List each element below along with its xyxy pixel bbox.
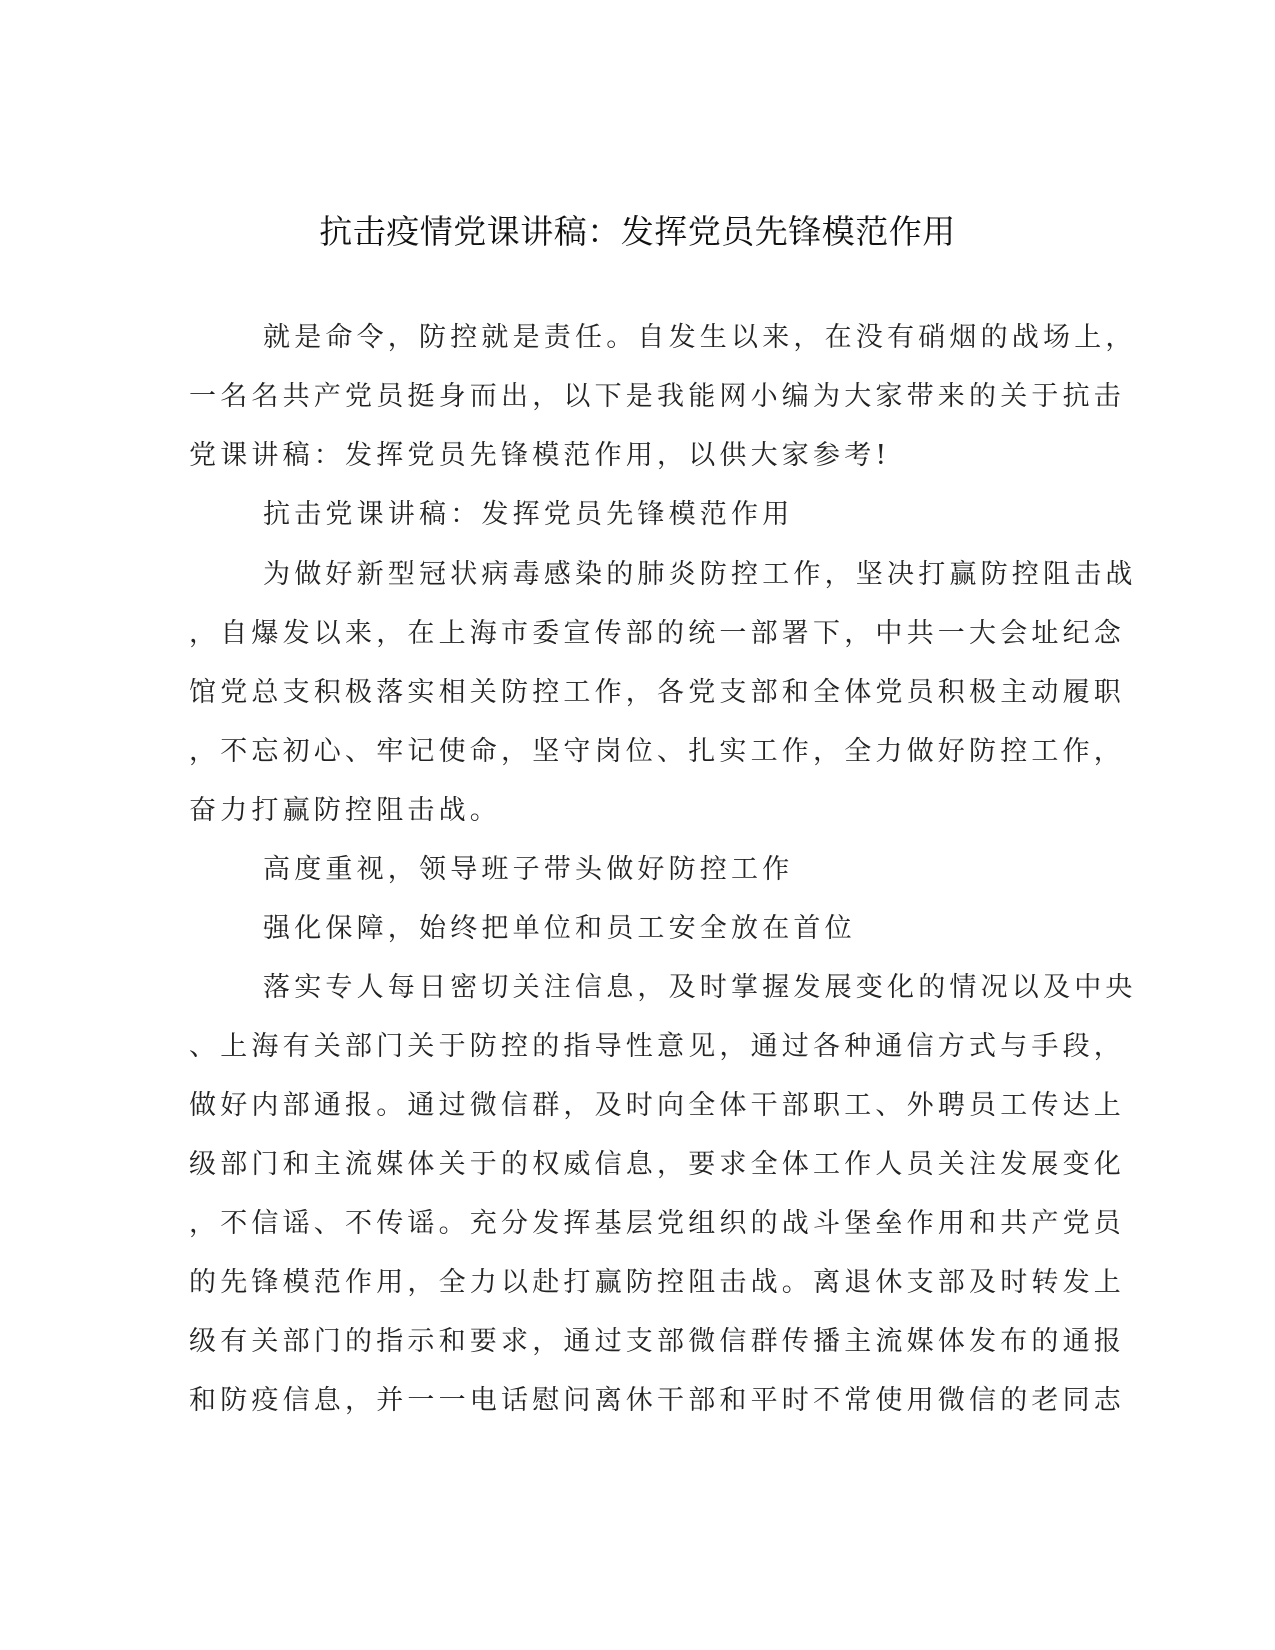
- text-line: 馆党总支积极落实相关防控工作，各党支部和全体党员积极主动履职: [189, 677, 1125, 708]
- text-line: 落实专人每日密切关注信息，及时掌握发展变化的情况以及中央: [263, 972, 1137, 1003]
- text-line: 一名名共产党员挺身而出，以下是我能网小编为大家带来的关于抗击: [189, 381, 1125, 412]
- text-line: 奋力打赢防控阻击战。: [189, 795, 501, 826]
- text-line: 为做好新型冠状病毒感染的肺炎防控工作，坚决打赢防控阻击战: [263, 559, 1137, 590]
- text-line: ，不忘初心、牢记使命，坚守岗位、扎实工作，全力做好防控工作，: [189, 736, 1125, 767]
- text-line: 的先锋模范作用，全力以赴打赢防控阻击战。离退休支部及时转发上: [189, 1267, 1125, 1298]
- section-heading: 抗击党课讲稿：发挥党员先锋模范作用: [263, 499, 794, 530]
- text-line: 级有关部门的指示和要求，通过支部微信群传播主流媒体发布的通报: [189, 1326, 1125, 1357]
- text-line: ，不信谣、不传谣。充分发挥基层党组织的战斗堡垒作用和共产党员: [189, 1208, 1125, 1239]
- section-heading: 高度重视，领导班子带头做好防控工作: [263, 854, 794, 885]
- text-line: 就是命令，防控就是责任。自发生以来，在没有硝烟的战场上，: [263, 322, 1137, 353]
- text-line: 级部门和主流媒体关于的权威信息，要求全体工作人员关注发展变化: [189, 1149, 1125, 1180]
- text-line: 做好内部通报。通过微信群，及时向全体干部职工、外聘员工传达上: [189, 1090, 1125, 1121]
- section-heading: 强化保障，始终把单位和员工安全放在首位: [263, 913, 856, 944]
- text-line: ，自爆发以来，在上海市委宣传部的统一部署下，中共一大会址纪念: [189, 618, 1125, 649]
- text-line: 和防疫信息，并一一电话慰问离休干部和平时不常使用微信的老同志: [189, 1385, 1125, 1416]
- text-line: 党课讲稿：发挥党员先锋模范作用，以供大家参考!: [189, 440, 891, 471]
- document-title: 抗击疫情党课讲稿：发挥党员先锋模范作用: [319, 212, 956, 251]
- text-line: 、上海有关部门关于防控的指导性意见，通过各种通信方式与手段，: [189, 1031, 1125, 1062]
